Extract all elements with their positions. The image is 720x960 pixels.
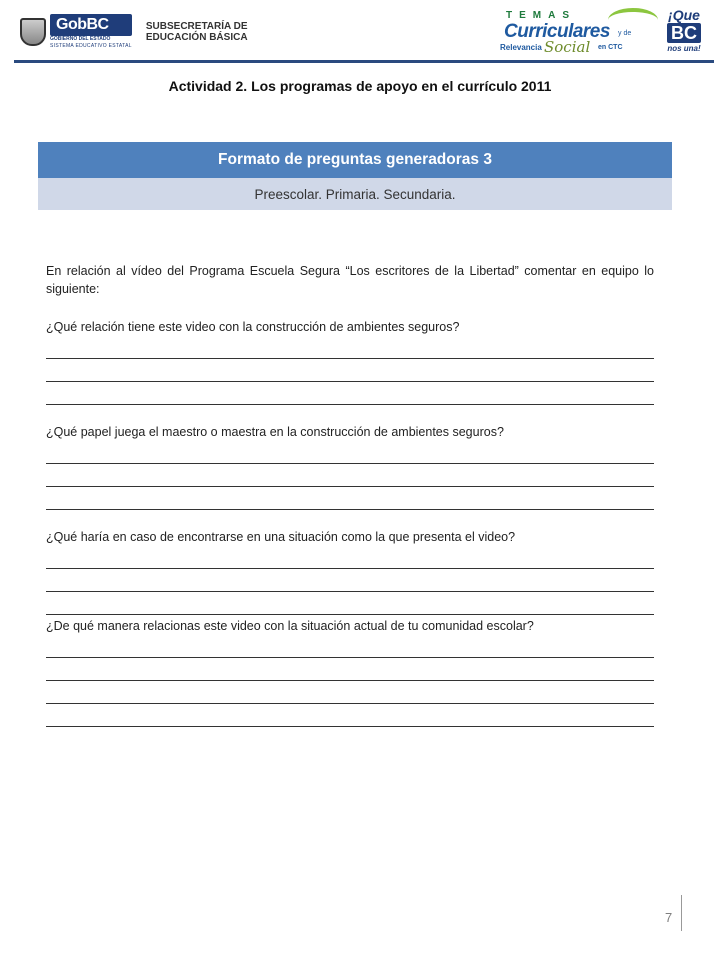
gobbc-subtitle: GOBIERNO DEL ESTADO [50, 36, 111, 42]
answer-line[interactable] [46, 369, 654, 382]
answer-line[interactable] [46, 668, 654, 681]
question-2: ¿Qué papel juega el maestro o maestra en la construcción de ambientes seguros? [46, 425, 504, 439]
page-header [0, 0, 720, 62]
swoosh-icon [608, 8, 658, 32]
answer-line[interactable] [46, 451, 654, 464]
activity-title: Actividad 2. Los programas de apoyo en el currículo 2011 [168, 78, 552, 94]
temas-text: TEMAS [506, 10, 576, 21]
questions-section [46, 262, 654, 727]
question-4: ¿De qué manera relacionas este video con la situación actual de tu comunidad escolar? [46, 619, 534, 633]
answer-line[interactable] [46, 714, 654, 727]
que-text: ¡Que [668, 7, 700, 23]
format-title-banner: Formato de preguntas generadoras 3 [38, 142, 672, 178]
answer-line[interactable] [46, 556, 654, 569]
curriculares-text: Curriculares [504, 21, 610, 42]
relevancia-text: Relevancia [500, 43, 542, 52]
subsecretaria-line-1: SUBSECRETARÍA DE [145, 20, 248, 32]
question-3: ¿Qué haría en caso de encontrarse en una situación como la que presenta el video? [46, 530, 516, 544]
header-divider [14, 60, 714, 63]
answer-line[interactable] [46, 392, 654, 405]
levels-band: Preescolar. Primaria. Secundaria. [38, 178, 672, 210]
answer-line[interactable] [46, 645, 654, 658]
gobbc-wordmark: GobBC [50, 14, 132, 36]
enctc-text: en CTC [598, 44, 623, 51]
subsecretaria-label [146, 21, 248, 43]
bc-text: BC [667, 23, 701, 43]
answer-line[interactable] [46, 346, 654, 359]
yde-text: y de [618, 30, 632, 37]
page-number: 7 [665, 910, 673, 925]
social-text: Social [544, 38, 591, 56]
answer-line[interactable] [46, 691, 654, 704]
answer-line[interactable] [46, 579, 654, 592]
nos-una-text: nos una! [667, 44, 701, 53]
gobbc-logo [20, 14, 248, 49]
subsecretaria-line-2: EDUCACIÓN BÁSICA [145, 31, 248, 43]
state-shield-icon [20, 18, 46, 46]
question-1: ¿Qué relación tiene este video con la construcción de ambientes seguros? [46, 320, 460, 334]
answer-line[interactable] [46, 474, 654, 487]
page-number-rule [681, 895, 682, 931]
temas-curriculares-logo [498, 10, 658, 56]
answer-line[interactable] [46, 602, 654, 615]
intro-paragraph: En relación al vídeo del Programa Escuela Segura “Los escritores de la Libertad” comentar en equipo lo siguiente: [46, 264, 654, 296]
gobbc-subtitle-2: SISTEMA EDUCATIVO ESTATAL [50, 43, 132, 49]
que-bc-nos-una-logo [660, 8, 708, 56]
answer-line[interactable] [46, 497, 654, 510]
